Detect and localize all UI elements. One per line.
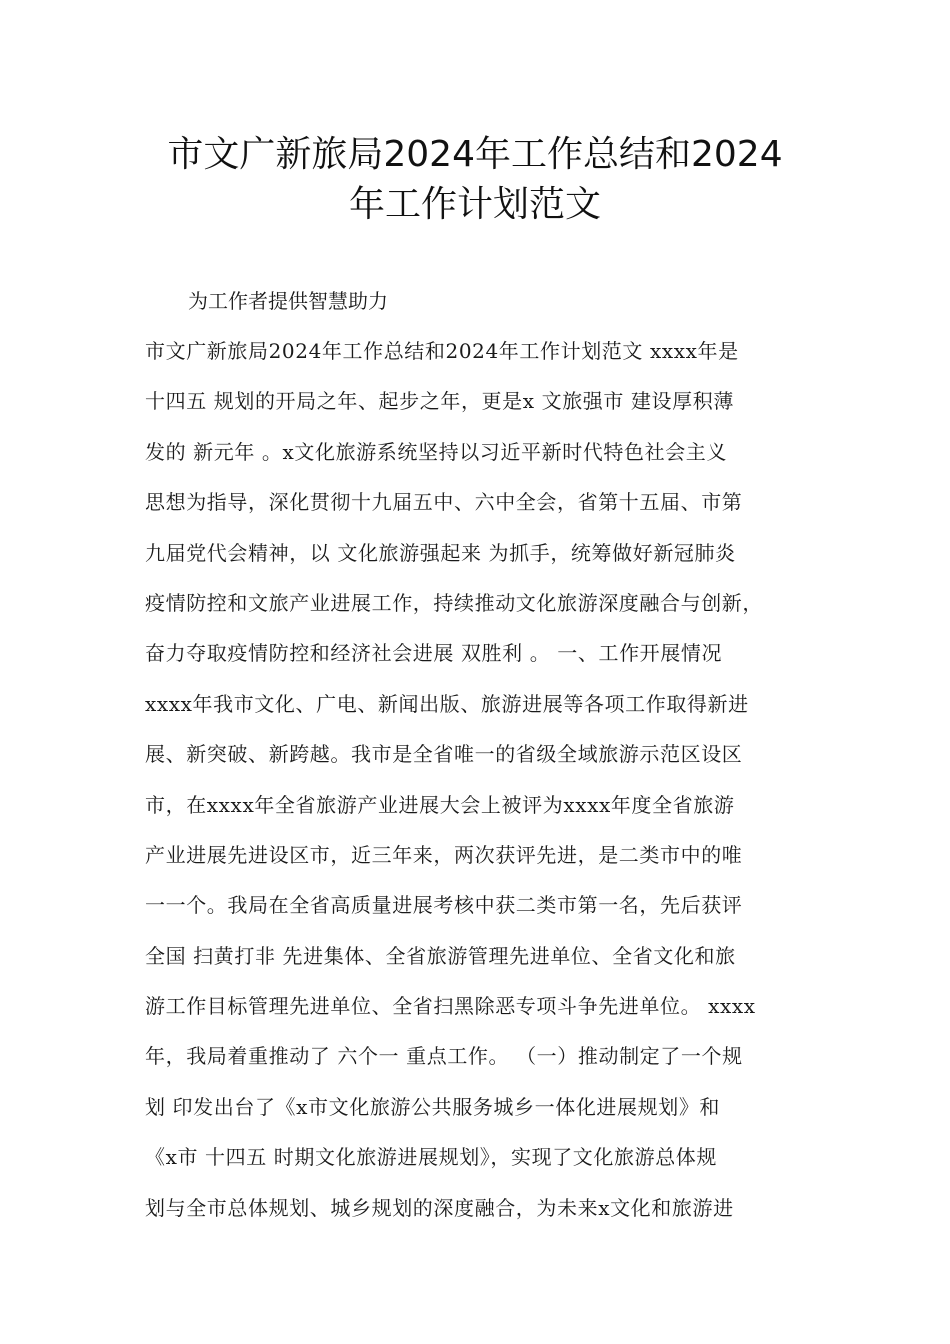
body-line: 思想为指导，深化贯彻十九届五中、六中全会，省第十五届、市第 [145, 490, 743, 515]
title-line-1: 市文广新旅局2024年工作总结和2024 [167, 134, 783, 175]
body-line: 游工作目标管理先进单位、全省扫黑除恶专项斗争先进单位。 xxxx [145, 994, 756, 1019]
body-line: 产业进展先进设区市，近三年来，两次获评先进，是二类市中的唯 [145, 842, 743, 867]
body-line: 划与全市总体规划、城乡规划的深度融合，为未来x文化和旅游进 [145, 1195, 734, 1220]
document-title [120, 130, 830, 230]
title-line-2: 年工作计划范文 [348, 184, 601, 225]
document-subtitle: 为工作者提供智慧助力 [188, 289, 388, 313]
body-line: 展、新突破、新跨越。我市是全省唯一的省级全域旅游示范区设区 [145, 742, 743, 767]
body-line: 九届党代会精神，以 文化旅游强起来 为抓手，统筹做好新冠肺炎 [145, 540, 736, 565]
body-line: 年，我局着重推动了 六个一 重点工作。 （一）推动制定了一个规 [145, 1044, 743, 1069]
body-line: 划 印发出台了《x市文化旅游公共服务城乡一体化进展规划》和 [145, 1094, 721, 1119]
body-line: 奋力夺取疫情防控和经济社会进展 双胜利 。 一、工作开展情况 [145, 641, 723, 666]
body-line: 一一个。我局在全省高质量进展考核中获二类市第一名，先后获评 [145, 893, 743, 918]
body-line: 《x市 十四五 时期文化旅游进展规划》，实现了文化旅游总体规 [145, 1145, 717, 1170]
document-body [145, 336, 825, 1243]
body-line: xxxx年我市文化、广电、新闻出版、旅游进展等各项工作取得新进 [145, 691, 749, 716]
body-line: 疫情防控和文旅产业进展工作，持续推动文化旅游深度融合与创新， [145, 590, 763, 615]
body-line: 十四五 规划的开局之年、起步之年，更是x 文旅强市 建设厚积薄 [145, 389, 734, 414]
body-line: 全国 扫黄打非 先进集体、全省旅游管理先进单位、全省文化和旅 [145, 943, 736, 968]
body-line: 市文广新旅局2024年工作总结和2024年工作计划范文 xxxx年是 [145, 339, 739, 363]
body-line: 发的 新元年 。x文化旅游系统坚持以习近平新时代特色社会主义 [145, 439, 727, 464]
body-line: 市，在xxxx年全省旅游产业进展大会上被评为xxxx年度全省旅游 [145, 792, 735, 817]
